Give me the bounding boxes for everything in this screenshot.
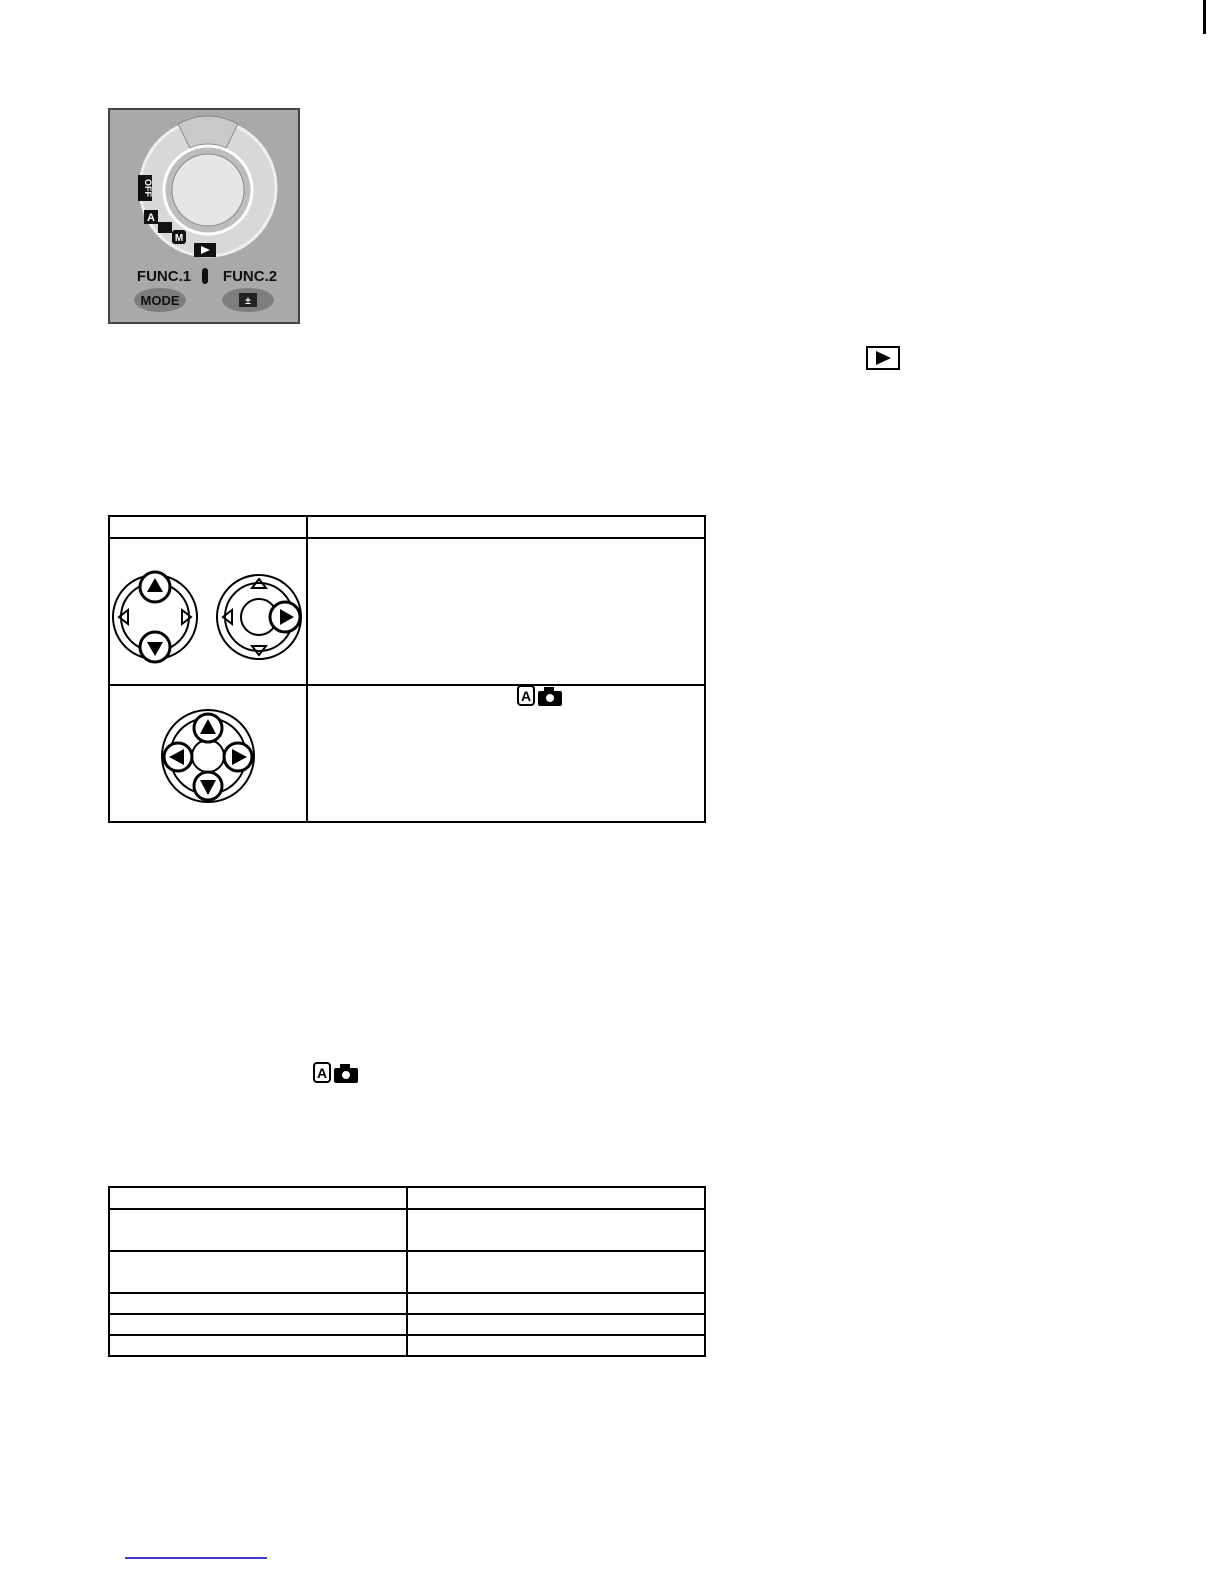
auto-mode-letter: A	[520, 688, 532, 704]
svg-text:±: ±	[245, 296, 251, 307]
dpad-four-way-icon	[110, 686, 306, 816]
table-cell	[407, 1209, 705, 1251]
table-row	[109, 1314, 705, 1335]
table-cell	[109, 538, 307, 685]
table-row	[109, 1293, 705, 1314]
table-header-cell	[407, 1187, 705, 1209]
table-row	[109, 1187, 705, 1209]
table-cell	[407, 1314, 705, 1335]
table-cell	[109, 1293, 407, 1314]
auto-camera-mode-icon	[516, 684, 564, 707]
table-row	[109, 685, 705, 822]
table-header-cell	[109, 1187, 407, 1209]
table-cell	[109, 1209, 407, 1251]
dial-off-label: OFF	[143, 179, 153, 197]
table-row	[109, 538, 705, 685]
table-cell	[109, 1314, 407, 1335]
dial-mode-label: MODE	[140, 293, 180, 308]
table-cell	[407, 1335, 705, 1356]
dial-auto-label: A	[147, 212, 155, 224]
dpad-up-down-icon	[110, 539, 306, 679]
footnote-separator-link[interactable]	[125, 1557, 267, 1559]
mode-dial-icon	[108, 108, 300, 324]
table-row	[109, 1251, 705, 1293]
dial-func1-label: FUNC.1	[136, 268, 192, 285]
table-cell	[307, 538, 705, 685]
dial-func2-label: FUNC.2	[222, 268, 278, 285]
table-row	[109, 516, 705, 538]
table-cell	[407, 1293, 705, 1314]
table-cell	[307, 685, 705, 822]
settings-table	[108, 1186, 706, 1357]
table-cell	[407, 1251, 705, 1293]
auto-mode-letter: A	[316, 1065, 328, 1081]
table-cell	[109, 1335, 407, 1356]
table-cell	[109, 685, 307, 822]
table-header-cell	[307, 516, 705, 538]
playback-icon	[866, 346, 900, 370]
table-header-cell	[109, 516, 307, 538]
page-edge-rule	[1203, 0, 1206, 34]
auto-camera-mode-icon	[312, 1061, 360, 1084]
table-cell	[109, 1251, 407, 1293]
dial-manual-label: M	[174, 233, 184, 244]
controller-table	[108, 515, 706, 823]
table-row	[109, 1209, 705, 1251]
table-row	[109, 1335, 705, 1356]
